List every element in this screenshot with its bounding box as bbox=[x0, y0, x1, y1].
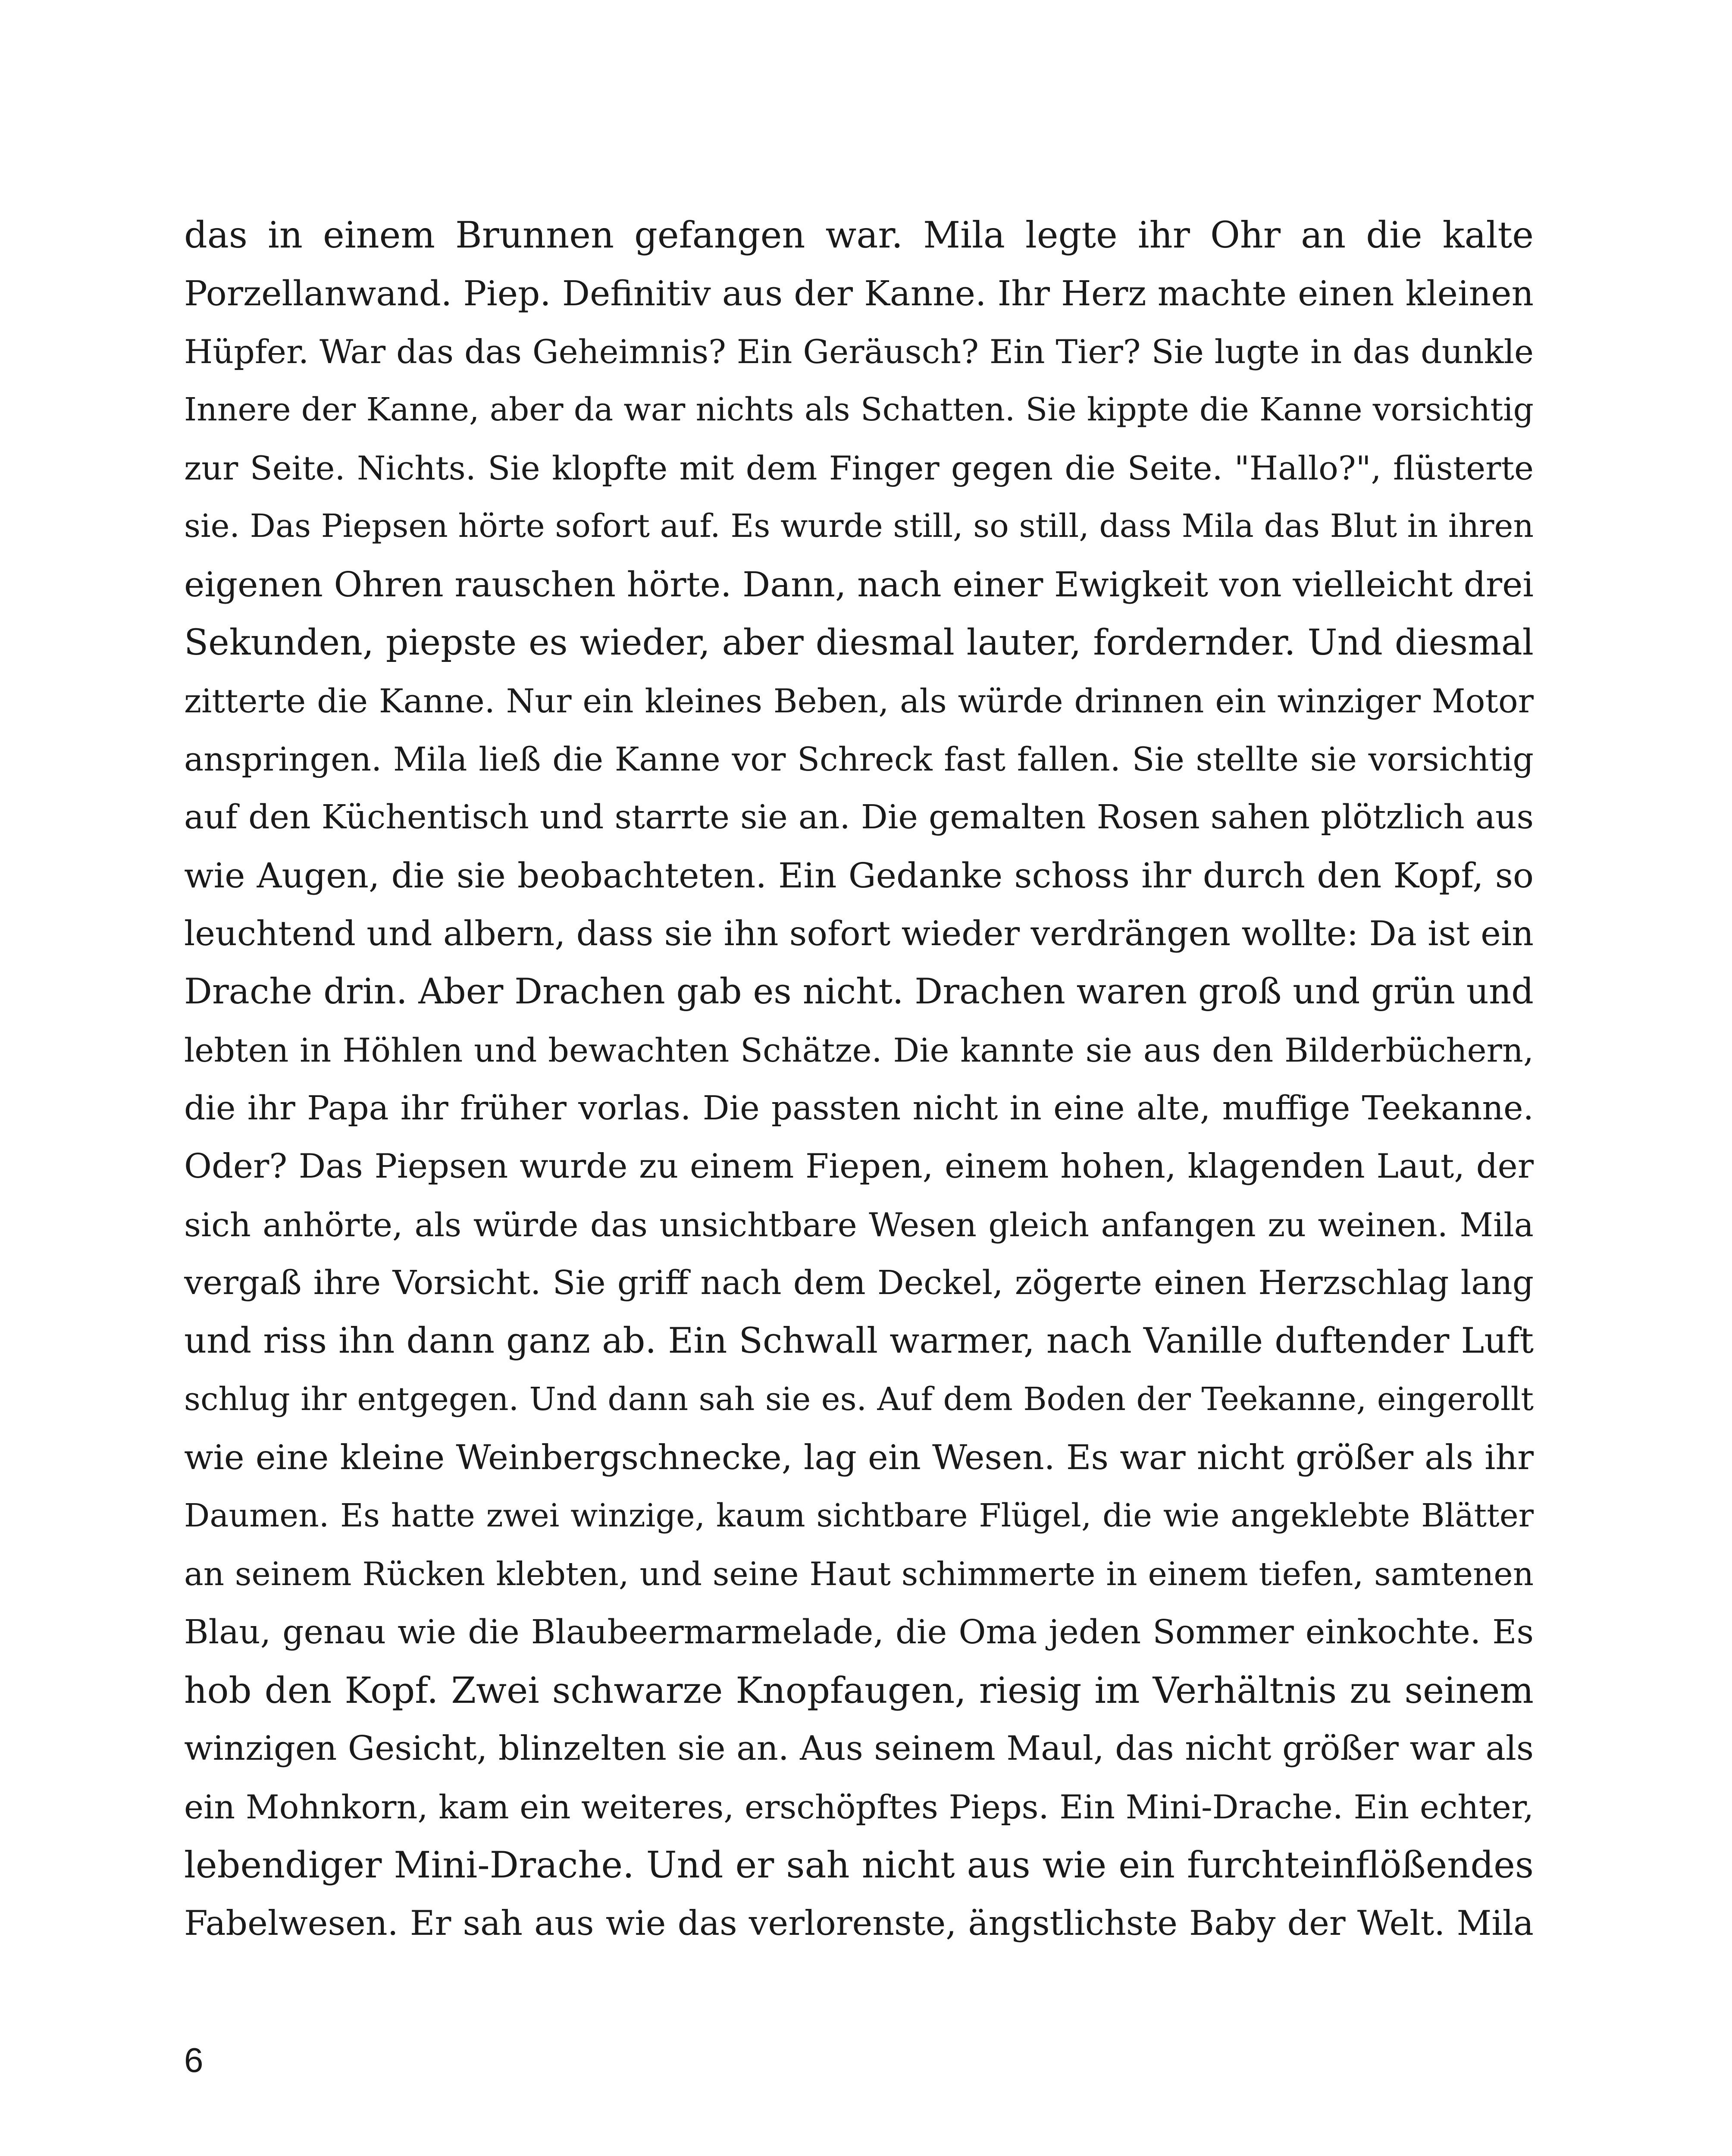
text-line: hob den Kopf. Zwei schwarze Knopfaugen, riesig im Verhältnis zu seinem bbox=[184, 1670, 1534, 1711]
text-line: wie Augen, die sie beobachteten. Ein Gedanke schoss ihr durch den Kopf, so bbox=[184, 856, 1534, 896]
text-line: zitterte die Kanne. Nur ein kleines Beben, als würde drinnen ein winziger Motor bbox=[184, 682, 1534, 720]
text-line: Hüpfer. War das das Geheimnis? Ein Geräusch? Ein Tier? Sie lugte in das dunkle bbox=[184, 332, 1534, 371]
text-line: Daumen. Es hatte zwei winzige, kaum sichtbare Flügel, die wie angeklebte Blätter bbox=[184, 1497, 1534, 1534]
text-line: lebten in Höhlen und bewachten Schätze. Die kannte sie aus den Bilderbüchern, bbox=[184, 1031, 1534, 1069]
text-line: Porzellanwand. Piep. Definitiv aus der Kanne. Ihr Herz machte einen kleinen bbox=[184, 273, 1534, 313]
text-line: sie. Das Piepsen hörte sofort auf. Es wurde still, so still, dass Mila das Blut in ihren bbox=[184, 508, 1534, 545]
text-line: leuchtend und albern, dass sie ihn sofort wieder verdrängen wollte: Da ist ein bbox=[184, 914, 1534, 953]
text-line: eigenen Ohren rauschen hörte. Dann, nach einer Ewigkeit von vielleicht drei bbox=[184, 564, 1534, 605]
text-line: zur Seite. Nichts. Sie klopfte mit dem Finger gegen die Seite. "Hallo?", flüsterte bbox=[184, 449, 1534, 487]
text-line: und riss ihn dann ganz ab. Ein Schwall warmer, nach Vanille duftender Luft bbox=[184, 1321, 1534, 1361]
text-line: Oder? Das Piepsen wurde zu einem Fiepen, einem hohen, klagenden Laut, der bbox=[184, 1147, 1534, 1186]
page-number: 6 bbox=[184, 2041, 204, 2079]
text-line: die ihr Papa ihr früher vorlas. Die passten nicht in eine alte, muffige Teekanne. bbox=[184, 1089, 1534, 1128]
text-line: Sekunden, piepste es wieder, aber diesmal lauter, fordernder. Und diesmal bbox=[184, 622, 1534, 663]
text-line: anspringen. Mila ließ die Kanne vor Schreck fast fallen. Sie stellte sie vorsichtig bbox=[184, 740, 1534, 778]
text-line: auf den Küchentisch und starrte sie an. Die gemalten Rosen sahen plötzlich aus bbox=[184, 798, 1534, 837]
text-line: Drache drin. Aber Drachen gab es nicht. Drachen waren groß und grün und bbox=[184, 971, 1534, 1012]
text-line: Innere der Kanne, aber da war nichts als Schatten. Sie kippte die Kanne vorsichtig bbox=[184, 391, 1534, 428]
text-line: wie eine kleine Weinbergschnecke, lag ein Wesen. Es war nicht größer als ihr bbox=[184, 1438, 1534, 1477]
text-line: schlug ihr entgegen. Und dann sah sie es. Auf dem Boden der Teekanne, eingerollt bbox=[184, 1381, 1534, 1418]
text-line: an seinem Rücken klebten, und seine Haut schimmerte in einem tiefen, samtenen bbox=[184, 1555, 1534, 1593]
text-line: Fabelwesen. Er sah aus wie das verlorenste, ängstlichste Baby der Welt. Mila bbox=[184, 1903, 1534, 1943]
text-line: sich anhörte, als würde das unsichtbare Wesen gleich anfangen zu weinen. Mila bbox=[184, 1206, 1534, 1244]
text-line: das in einem Brunnen gefangen war. Mila legte ihr Ohr an die kalte bbox=[184, 214, 1534, 256]
text-line: ein Mohnkorn, kam ein weiteres, erschöpftes Pieps. Ein Mini-Drache. Ein echter, bbox=[184, 1788, 1534, 1826]
text-line: lebendiger Mini-Drache. Und er sah nicht aus wie ein furchteinflößendes bbox=[184, 1844, 1534, 1886]
text-line: Blau, genau wie die Blaubeermarmelade, die Oma jeden Sommer einkochte. Es bbox=[184, 1613, 1534, 1651]
body-text bbox=[184, 206, 1534, 1952]
text-line: vergaß ihre Vorsicht. Sie griff nach dem Deckel, zögerte einen Herzschlag lang bbox=[184, 1264, 1534, 1302]
text-line: winzigen Gesicht, blinzelten sie an. Aus seinem Maul, das nicht größer war als bbox=[184, 1729, 1534, 1768]
